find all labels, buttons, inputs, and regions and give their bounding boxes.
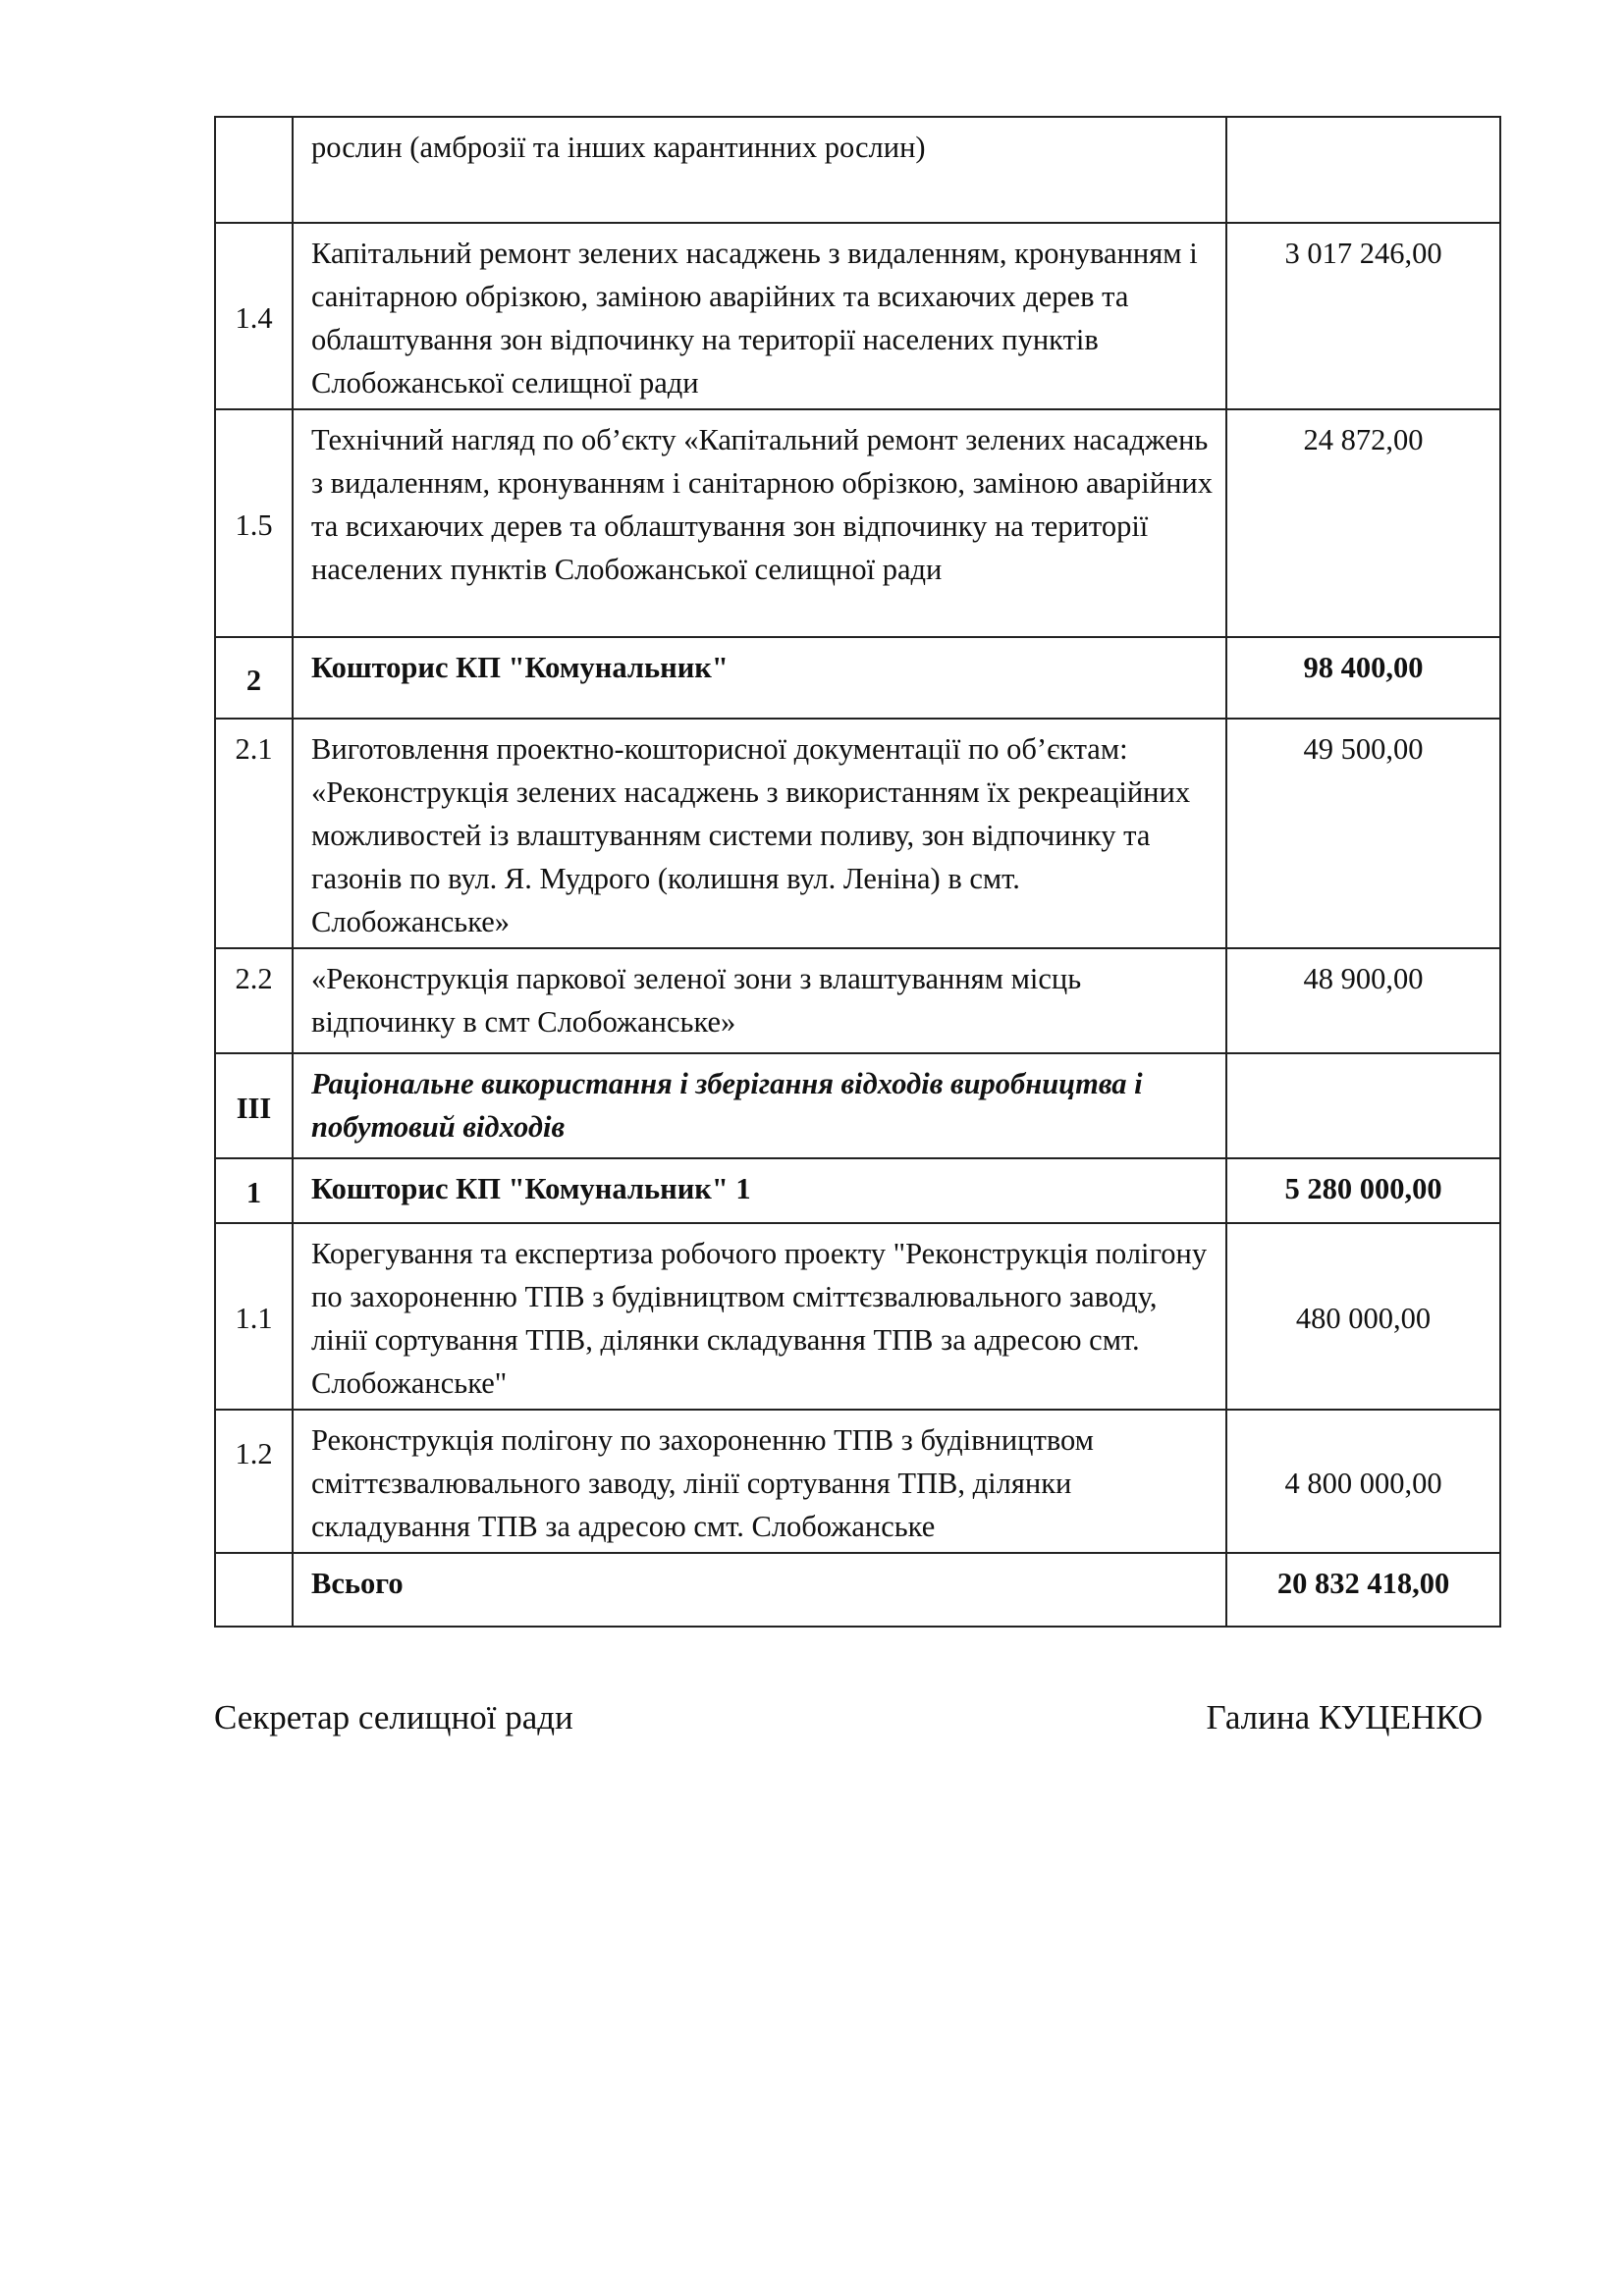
row-number: 1.1 — [215, 1223, 293, 1410]
row-description: Кошторис КП "Комунальник" — [293, 637, 1226, 719]
row-number: 2.1 — [215, 719, 293, 948]
row-description: рослин (амброзії та інших карантинних рослин) — [293, 117, 1226, 223]
row-amount: 4 800 000,00 — [1226, 1410, 1500, 1553]
table-row — [215, 637, 1500, 719]
table-row-total — [215, 1553, 1500, 1627]
row-amount: 5 280 000,00 — [1226, 1158, 1500, 1223]
row-number: 1.2 — [215, 1410, 293, 1553]
table-row — [215, 1053, 1500, 1158]
row-number: III — [215, 1053, 293, 1158]
table-row — [215, 1223, 1500, 1410]
row-amount — [1226, 1053, 1500, 1158]
row-amount: 20 832 418,00 — [1226, 1553, 1500, 1627]
table-row — [215, 1410, 1500, 1553]
row-description: «Реконструкція паркової зеленої зони з влаштуванням місць відпочинку в смт Слобожанське» — [293, 948, 1226, 1053]
table-row — [215, 223, 1500, 409]
signature-name: Галина КУЦЕНКО — [1206, 1698, 1483, 1736]
table-row — [215, 117, 1500, 223]
row-description: Корегування та експертиза робочого проекту "Реконструкція полігону по захороненню ТПВ з будівництвом сміттєзвалювального заводу, лінії сортування ТПВ, ділянки складування ТПВ за адресою смт. Слобожанське" — [293, 1223, 1226, 1410]
row-number: 1.5 — [215, 409, 293, 637]
row-description: Реконструкція полігону по захороненню ТПВ з будівництвом сміттєзвалювального заводу, лінії сортування ТПВ, ділянки складування ТПВ за адресою смт. Слобожанське — [293, 1410, 1226, 1553]
row-description: Виготовлення проектно-кошторисної документації по об’єктам: «Реконструкція зелених насаджень з використанням їх рекреаційних можливостей із влаштуванням системи поливу, зон відпочинку та газонів по вул. Я. Мудрого (колишня вул. Леніна) в смт. Слобожанське» — [293, 719, 1226, 948]
row-description: Технічний нагляд по об’єкту «Капітальний ремонт зелених насаджень з видаленням, кронуванням і санітарною обрізкою, заміною аварійних та всихаючих дерев та облаштування зон відпочинку на території населених пунктів Слобожанської селищної ради — [293, 409, 1226, 637]
row-number: 1.4 — [215, 223, 293, 409]
row-amount — [1226, 117, 1500, 223]
row-number: 2 — [215, 637, 293, 719]
table-row — [215, 719, 1500, 948]
row-number — [215, 117, 293, 223]
row-description: Капітальний ремонт зелених насаджень з видаленням, кронуванням і санітарною обрізкою, заміною аварійних та всихаючих дерев та облаштування зон відпочинку на території населених пунктів Слобожанської селищної ради — [293, 223, 1226, 409]
signature-title: Секретар селищної ради — [214, 1698, 573, 1736]
row-amount: 3 017 246,00 — [1226, 223, 1500, 409]
row-amount: 48 900,00 — [1226, 948, 1500, 1053]
row-amount: 98 400,00 — [1226, 637, 1500, 719]
table-row — [215, 948, 1500, 1053]
budget-table — [214, 116, 1501, 1628]
row-amount: 24 872,00 — [1226, 409, 1500, 637]
row-description: Раціональне використання і зберігання відходів виробництва і побутовий відходів — [293, 1053, 1226, 1158]
row-number — [215, 1553, 293, 1627]
row-number: 1 — [215, 1158, 293, 1223]
row-description: Всього — [293, 1553, 1226, 1627]
table-row — [215, 1158, 1500, 1223]
row-number: 2.2 — [215, 948, 293, 1053]
row-description: Кошторис КП "Комунальник" 1 — [293, 1158, 1226, 1223]
row-amount: 480 000,00 — [1226, 1223, 1500, 1410]
row-amount: 49 500,00 — [1226, 719, 1500, 948]
table-row — [215, 409, 1500, 637]
